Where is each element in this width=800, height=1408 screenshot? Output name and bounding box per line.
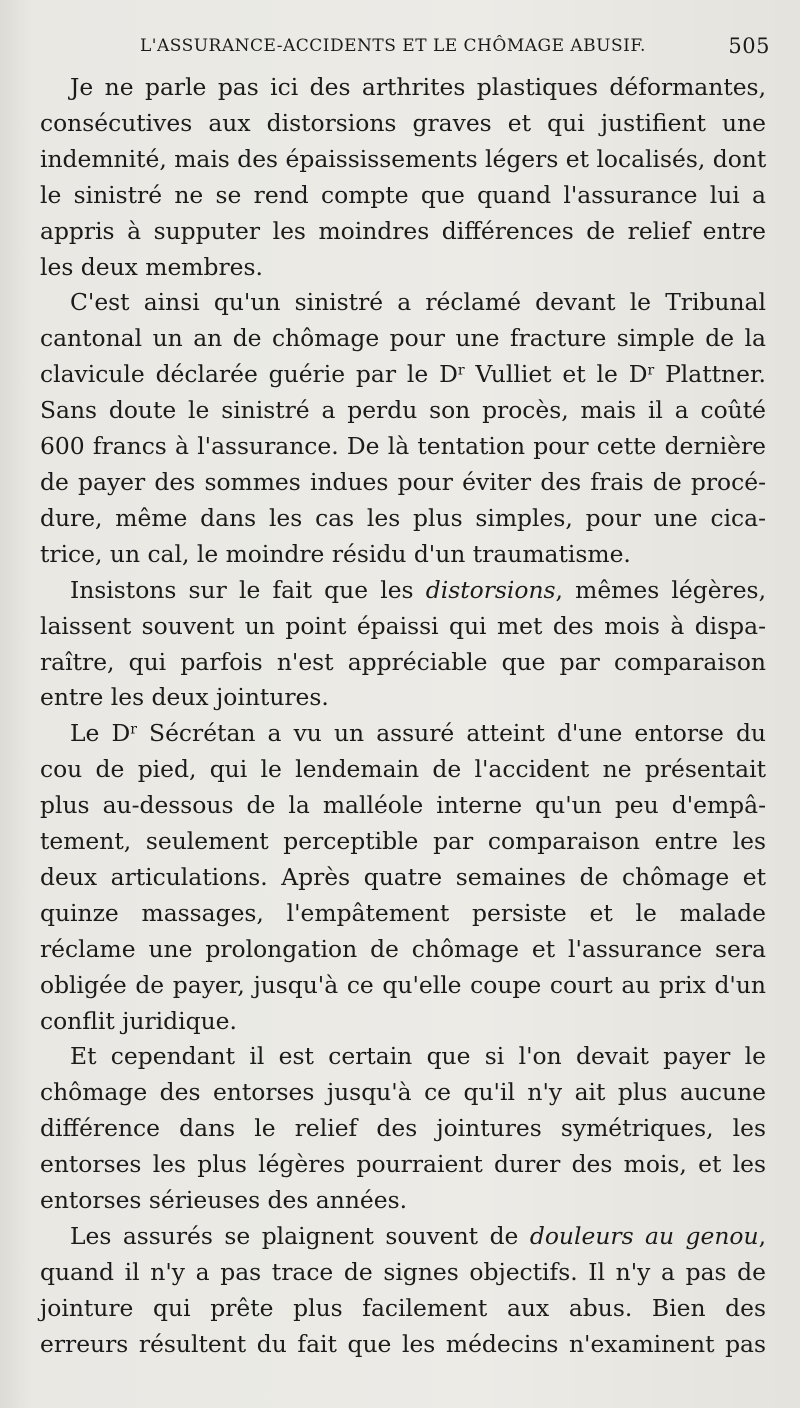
text-line: Je ne parle pas ici des arthrites plastiques déformantes,	[70, 73, 766, 101]
text-line: cantonal un an de chômage pour une fracture simple de la	[40, 324, 766, 353]
text-line: trice, un cal, le moindre résidu d'un traumatisme.	[40, 539, 631, 568]
text-line: de payer des sommes indues pour éviter des frais de procé-	[40, 467, 766, 496]
text-line: le sinistré ne se rend compte que quand l'assurance lui a	[40, 180, 766, 209]
text-line: appris à supputer les moindres différences de relief entre	[40, 216, 766, 245]
text-line: quand il n'y a pas trace de signes objectifs. Il n'y a pas de	[40, 1257, 766, 1286]
text-line: obligée de payer, jusqu'à ce qu'elle coupe court au prix d'un	[40, 970, 766, 999]
text-line	[40, 716, 766, 752]
text-line: les deux membres.	[40, 252, 263, 281]
running-title: L'ASSURANCE-ACCIDENTS ET LE CHÔMAGE ABUSIF.	[140, 36, 646, 56]
text-line: tement, seulement perceptible par comparaison entre les	[40, 827, 766, 856]
paragraph-3	[40, 573, 766, 717]
text-line: conflit juridique.	[40, 1006, 237, 1035]
text-fragment: Insistons sur le fait que les	[70, 575, 426, 604]
text-line: cou de pied, qui le lendemain de l'accident ne présentait	[40, 755, 766, 784]
text-line: consécutives aux distorsions graves et qui justifient une	[40, 108, 766, 137]
text-line: Sans doute le sinistré a perdu son procès, mais il a coûté	[40, 396, 766, 425]
text-line: indemnité, mais des épaississements légers et localisés, dont	[40, 144, 767, 173]
text-line: C'est ainsi qu'un sinistré a réclamé devant le Tribunal	[70, 288, 766, 317]
text-line: quinze massages, l'empâtement persiste et le malade	[40, 898, 766, 927]
text-fragment: , mêmes légères,	[555, 575, 766, 604]
text-line: deux articulations. Après quatre semaines de chômage et	[40, 862, 766, 891]
text-line: plus au-dessous de la malléole interne qu'un peu d'empâ-	[40, 791, 766, 820]
body-text	[40, 70, 766, 1363]
text-line: raître, qui parfois n'est appréciable que par comparaison	[40, 647, 766, 676]
text-line: réclame une prolongation de chômage et l'assurance sera	[40, 934, 766, 963]
text-fragment: ,	[758, 1222, 767, 1250]
text-fragment: Les assurés se plaignent souvent de	[70, 1222, 530, 1250]
text-fragment: Plattner.	[654, 360, 766, 389]
text-line: Et cependant il est certain que si l'on devait payer le	[70, 1042, 766, 1071]
paragraph-5	[40, 1039, 766, 1219]
text-fragment: clavicule déclarée guérie par le D	[40, 360, 458, 389]
page-number: 505	[728, 34, 770, 58]
text-fragment: Vulliet et le D	[464, 360, 648, 389]
text-line: laissent souvent un point épaissi qui met des mois à dispa-	[40, 611, 766, 640]
superscript: r	[647, 362, 655, 379]
paragraph-6	[40, 1219, 766, 1363]
paragraph-1	[40, 70, 766, 285]
text-line: entre les deux jointures.	[40, 683, 329, 712]
text-line: erreurs résultent du fait que les médecins n'examinent pas	[40, 1329, 766, 1358]
page-header	[140, 36, 770, 66]
superscript: r	[457, 362, 465, 379]
emphasis: douleurs au genou	[529, 1222, 759, 1250]
text-line: chômage des entorses jusqu'à ce qu'il n'y ait plus aucune	[40, 1078, 766, 1107]
text-line: entorses les plus légères pourraient durer des mois, et les	[40, 1150, 766, 1179]
text-line: entorses sérieuses des années.	[40, 1186, 408, 1215]
text-line: différence dans le relief des jointures symétriques, les	[40, 1114, 766, 1143]
text-line: jointure qui prête plus facilement aux abus. Bien des	[40, 1293, 766, 1322]
text-line	[40, 573, 766, 609]
superscript: r	[130, 721, 137, 738]
text-line	[40, 1219, 766, 1255]
text-fragment: Le D	[70, 719, 131, 748]
text-line: dure, même dans les cas les plus simples, pour une cica-	[40, 503, 766, 532]
paragraph-2	[40, 285, 766, 572]
emphasis: distorsions	[425, 575, 556, 604]
text-fragment: Sécrétan a vu un assuré atteint d'une entorse du	[136, 719, 766, 748]
text-line: 600 francs à l'assurance. De là tentation pour cette dernière	[40, 432, 766, 461]
text-line	[40, 357, 766, 393]
paragraph-4	[40, 716, 766, 1039]
